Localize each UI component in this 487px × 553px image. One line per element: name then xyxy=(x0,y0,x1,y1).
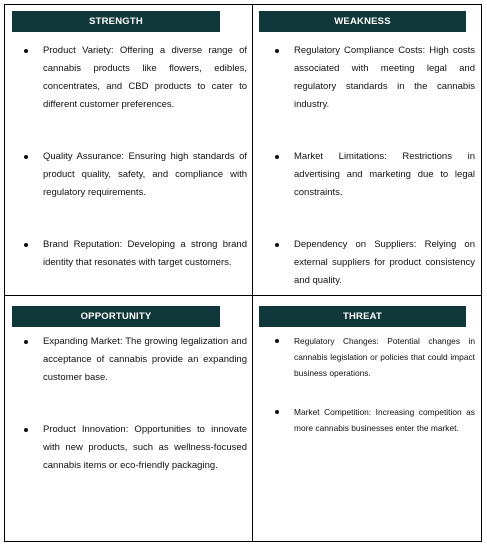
list-item-text: Dependency on Suppliers: Relying on external suppliers for product consistency and quality. xyxy=(294,239,475,286)
strength-list xyxy=(22,42,247,306)
weakness-header: WEAKNESS xyxy=(259,11,466,32)
strength-quadrant xyxy=(5,5,252,295)
list-item-text: Product Variety: Offering a diverse range of cannabis products like flowers, edibles, concentrates, and CBD products to cater to different customer preferences. xyxy=(43,45,247,110)
bullet-icon xyxy=(275,410,279,414)
list-item xyxy=(22,421,247,475)
bullet-icon xyxy=(24,428,28,432)
list-item xyxy=(22,333,247,387)
list-item xyxy=(273,148,475,202)
bullet-icon xyxy=(24,155,28,159)
list-item-text: Regulatory Changes: Potential changes in cannabis legislation or policies that could impact business operations. xyxy=(294,336,475,378)
bullet-icon xyxy=(275,243,279,247)
list-item-text: Product Innovation: Opportunities to innovate with new products, such as wellness-focused cannabis items or eco-friendly packaging. xyxy=(43,424,247,471)
strength-header: STRENGTH xyxy=(12,11,220,32)
list-item-text: Quality Assurance: Ensuring high standards of product quality, safety, and compliance with regulatory requirements. xyxy=(43,151,247,198)
list-item xyxy=(273,42,475,114)
list-item xyxy=(273,236,475,290)
opportunity-header: OPPORTUNITY xyxy=(12,306,220,327)
list-item xyxy=(22,42,247,114)
list-item xyxy=(273,404,475,436)
bullet-icon xyxy=(24,49,28,53)
list-item-text: Brand Reputation: Developing a strong brand identity that resonates with target customers. xyxy=(43,239,247,268)
bullet-icon xyxy=(275,155,279,159)
threat-header: THREAT xyxy=(259,306,466,327)
list-item-text: Market Competition: Increasing competition as more cannabis businesses enter the market. xyxy=(294,407,475,433)
swot-grid xyxy=(4,4,482,542)
opportunity-quadrant xyxy=(5,296,252,541)
bullet-icon xyxy=(275,49,279,53)
opportunity-list xyxy=(22,333,247,509)
list-item-text: Expanding Market: The growing legalization and acceptance of cannabis provide an expanding customer base. xyxy=(43,336,247,383)
list-item xyxy=(22,236,247,272)
weakness-list xyxy=(273,42,475,324)
list-item xyxy=(273,333,475,381)
list-item-text: Regulatory Compliance Costs: High costs associated with meeting legal and regulatory standards in the cannabis industry. xyxy=(294,45,475,110)
bullet-icon xyxy=(24,243,28,247)
threat-quadrant xyxy=(253,296,481,541)
list-item-text: Market Limitations: Restrictions in advertising and marketing due to legal constraints. xyxy=(294,151,475,198)
bullet-icon xyxy=(24,340,28,344)
list-item xyxy=(22,148,247,202)
bullet-icon xyxy=(275,339,279,343)
weakness-quadrant xyxy=(253,5,481,295)
threat-list xyxy=(273,333,475,459)
